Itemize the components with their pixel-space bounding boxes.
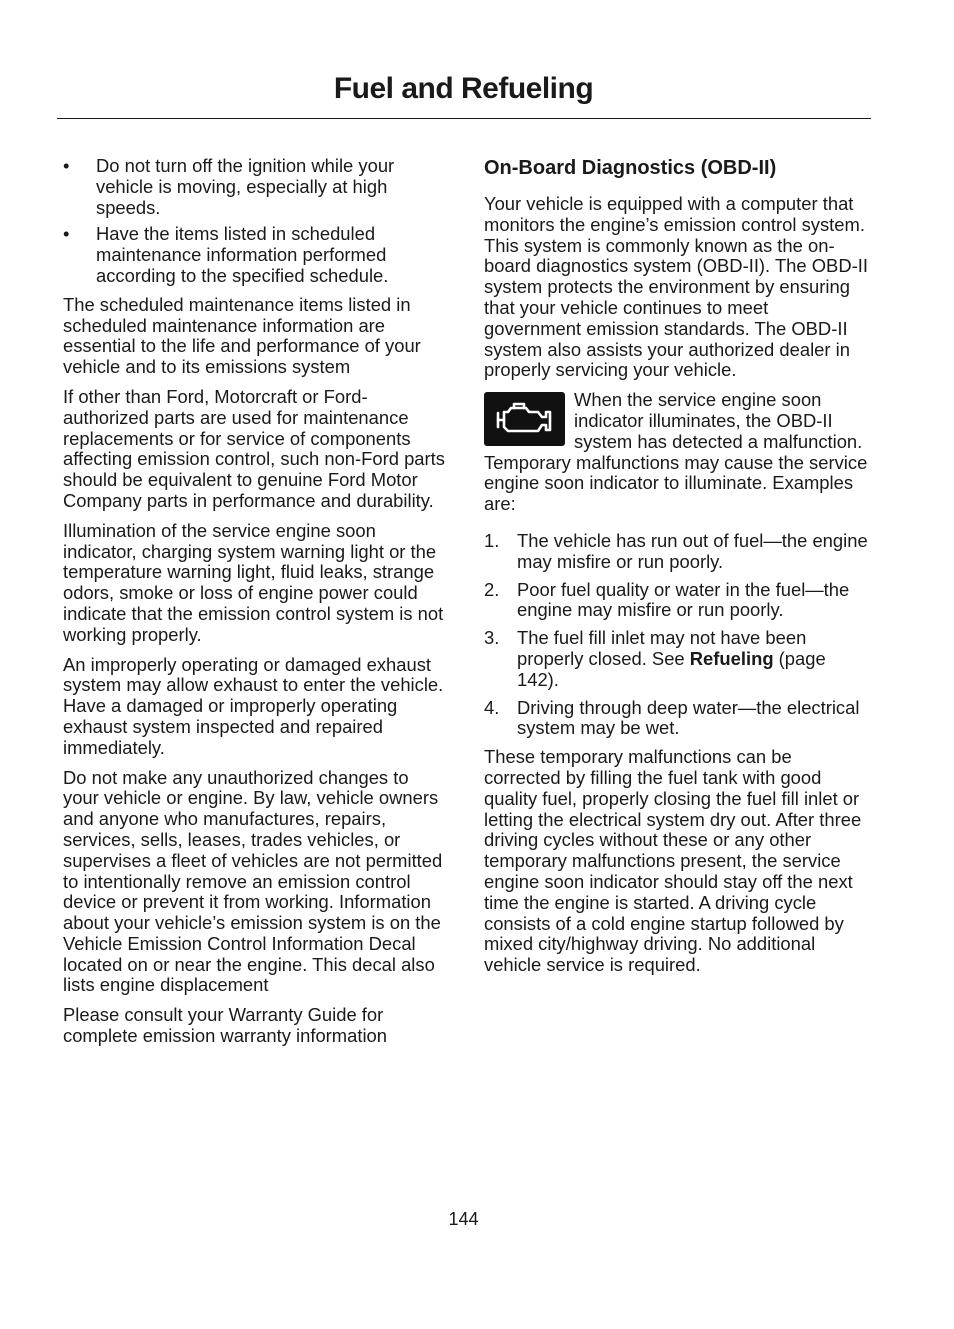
page-title: Fuel and Refueling [333,72,594,105]
bullet-marker: • [63,155,70,176]
bullet-text: Do not turn off the ignition while your vehicle is moving, especially at high speeds. [96,155,395,218]
list-text: Poor fuel quality or water in the fuel—the engine may misfire or run poorly. [517,578,850,621]
list-number: 2. [484,578,500,600]
list-item [484,531,868,573]
list-item [484,628,868,690]
paragraph: Illumination of the service engine soon indicator, charging system warning light or the temperature warning light, fluid leaks, strange odors, smoke or loss of engine power could indicate that the emission control system is not working properly. [63,519,444,645]
list-item [63,156,447,218]
header-divider [57,118,871,119]
indicator-block [484,390,868,515]
list-text: Driving through deep water—the electrical system may be wet. [517,696,860,739]
paragraph: Do not make any unauthorized changes to your vehicle or engine. By law, vehicle owners and anyone who manufactures, repairs, services, sells, leases, trades vehicles, or supervises a fleet of vehicles are not permitted to intentionally remove an emission control device or prevent it from working. Information about your vehicle’s emission system is on the Vehicle Emission Control Information Decal located on or near the engine. This decal also lists engine displacement [63,766,443,996]
paragraph: An improperly operating or damaged exhaust system may allow exhaust to enter the vehicle. Have a damaged or improperly operating exhaust system inspected and repaired immediately. [63,653,444,758]
right-column [484,156,868,985]
paragraph: Your vehicle is equipped with a computer that monitors the engine’s emission control system. This system is commonly known as the on-board diagnostics system (OBD-II). The OBD-II system protects the environment by ensuring that your vehicle continues to meet government emission standards. The OBD-II system also assists your authorized dealer in properly servicing your vehicle. [484,193,868,381]
refueling-link[interactable]: Refueling [689,647,774,669]
bullet-list [63,156,447,287]
list-number: 1. [484,529,500,551]
bullet-marker: • [63,223,70,245]
list-item [484,698,868,740]
list-text: The vehicle has run out of fuel—the engine may misfire or run poorly. [517,529,868,572]
list-number: 3. [484,627,500,649]
engine-icon [484,392,565,446]
paragraph: Please consult your Warranty Guide for complete emission warranty information [63,1004,388,1047]
paragraph: If other than Ford, Motorcraft or Ford-authorized parts are used for maintenance replacements or for service of components affecting emission control, such non-Ford parts should be equivalent to genuine Ford Motor Company parts in performance and durability. [63,385,445,511]
bullet-text: Have the items listed in scheduled maintenance information performed according to the specified schedule. [96,223,389,286]
list-number: 4. [484,696,500,718]
paragraph: These temporary malfunctions can be corrected by filling the fuel tank with good quality fuel, properly closing the fuel fill inlet or letting the electrical system dry out. After three driving cycles without these or any other temporary malfunctions present, the service engine soon indicator should stay off the next time the engine is started. A driving cycle consists of a cold engine startup followed by mixed city/highway driving. No additional vehicle service is required. [484,746,862,976]
paragraph: The scheduled maintenance items listed in scheduled maintenance information are essential to the life and performance of your vehicle and to its emissions system [63,293,421,378]
list-item [484,580,868,622]
list-item [63,224,447,286]
page-number: 144 [448,1209,479,1229]
list-text: (page 142). [517,647,826,690]
list-text: The fuel fill inlet may not have been properly closed. See [517,627,807,669]
indicator-text: When the service engine soon indicator illuminates, the OBD-II system has detected a malfunction. Temporary malfunctions may cause the service engine soon indicator to illuminate. Examples are: [484,390,868,515]
section-heading: On-Board Diagnostics (OBD-II) [484,157,777,179]
left-column [63,156,447,1056]
examples-list [484,531,868,739]
